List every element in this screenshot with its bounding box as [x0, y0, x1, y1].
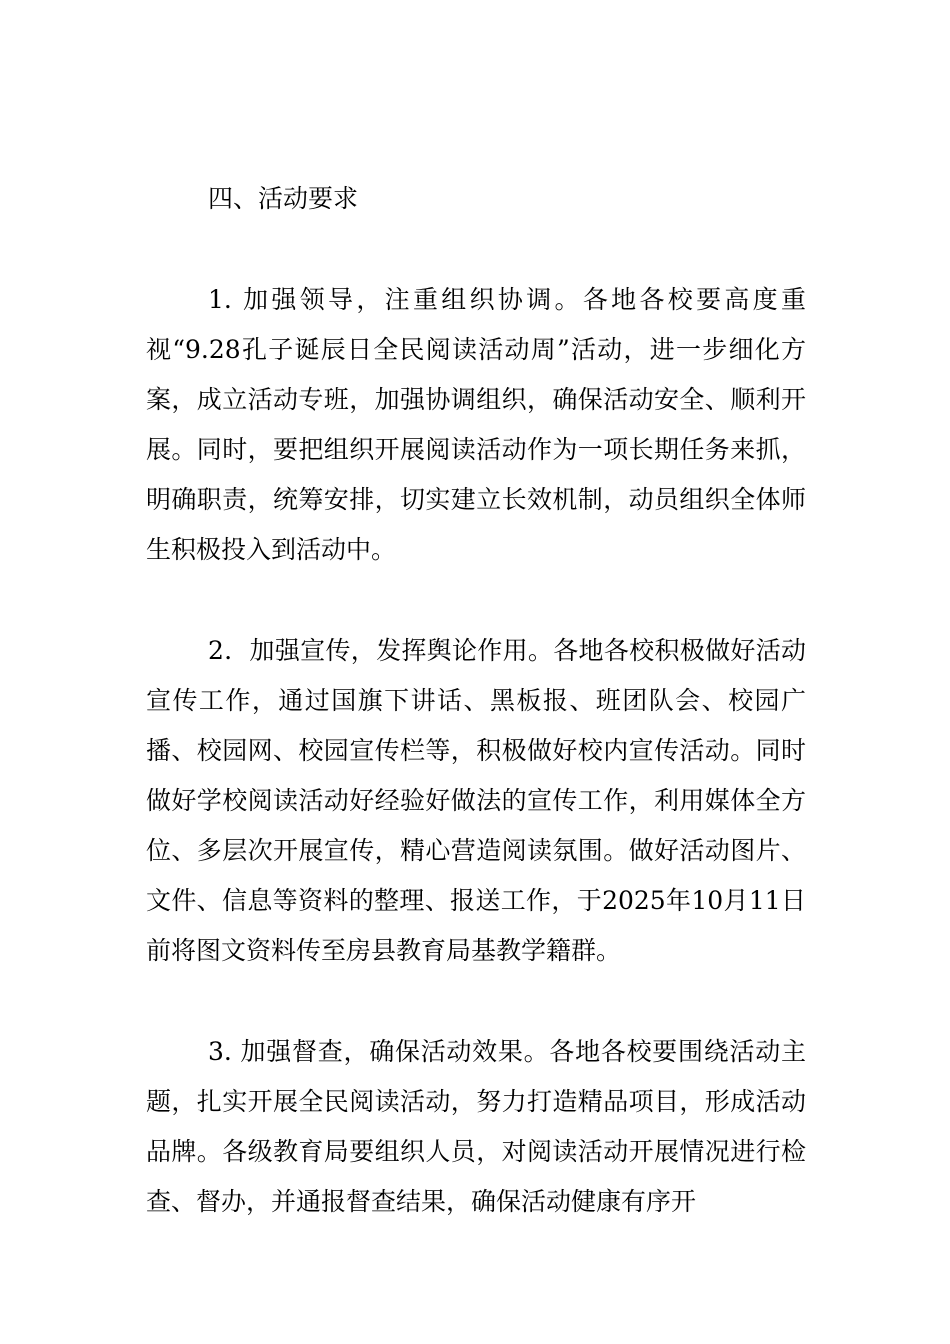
- paragraph-text-2: 加强宣传，发挥舆论作用。各地各校积极做好活动宣传工作，通过国旗下讲话、黑板报、班团队会、校园广播、校园网、校园宣传栏等，积极做好校内宣传活动。同时做好学校阅读活动好经验好做法的宣传工作，利用媒体全方位、多层次开展宣传，精心营造阅读氛围。做好活动图片、文件、信息等资料的整理、报送工作，于2025年10月11日前将图文资料传至房县教育局基教学籍群。: [146, 636, 806, 965]
- document-body: [146, 174, 806, 1227]
- paragraph-number-3: 3.: [208, 1037, 232, 1066]
- paragraph-gap: [146, 976, 806, 1027]
- requirement-paragraph-2: [146, 626, 806, 976]
- paragraph-text-3: 加强督查，确保活动效果。各地各校要围绕活动主题，扎实开展全民阅读活动，努力打造精品项目，形成活动品牌。各级教育局要组织人员，对阅读活动开展情况进行检查、督办，并通报督查结果，确保活动健康有序开: [146, 1037, 806, 1216]
- section-heading: 四、活动要求: [208, 184, 359, 213]
- paragraph-number-2: 2．: [208, 636, 250, 665]
- paragraph-gap: [146, 224, 806, 275]
- paragraph-text-1: 加强领导，注重组织协调。各地各校要高度重视“9.28孔子诞辰日全民阅读活动周”活动，进一步细化方案，成立活动专班，加强协调组织，确保活动安全、顺利开展。同时，要把组织开展阅读活动作为一项长期任务来抓，明确职责，统筹安排，切实建立长效机制，动员组织全体师生积极投入到活动中。: [146, 285, 806, 564]
- paragraph-number-1: 1.: [208, 285, 232, 314]
- requirement-paragraph-3: [146, 1027, 806, 1227]
- requirement-paragraph-1: [146, 275, 806, 575]
- paragraph-gap: [146, 575, 806, 626]
